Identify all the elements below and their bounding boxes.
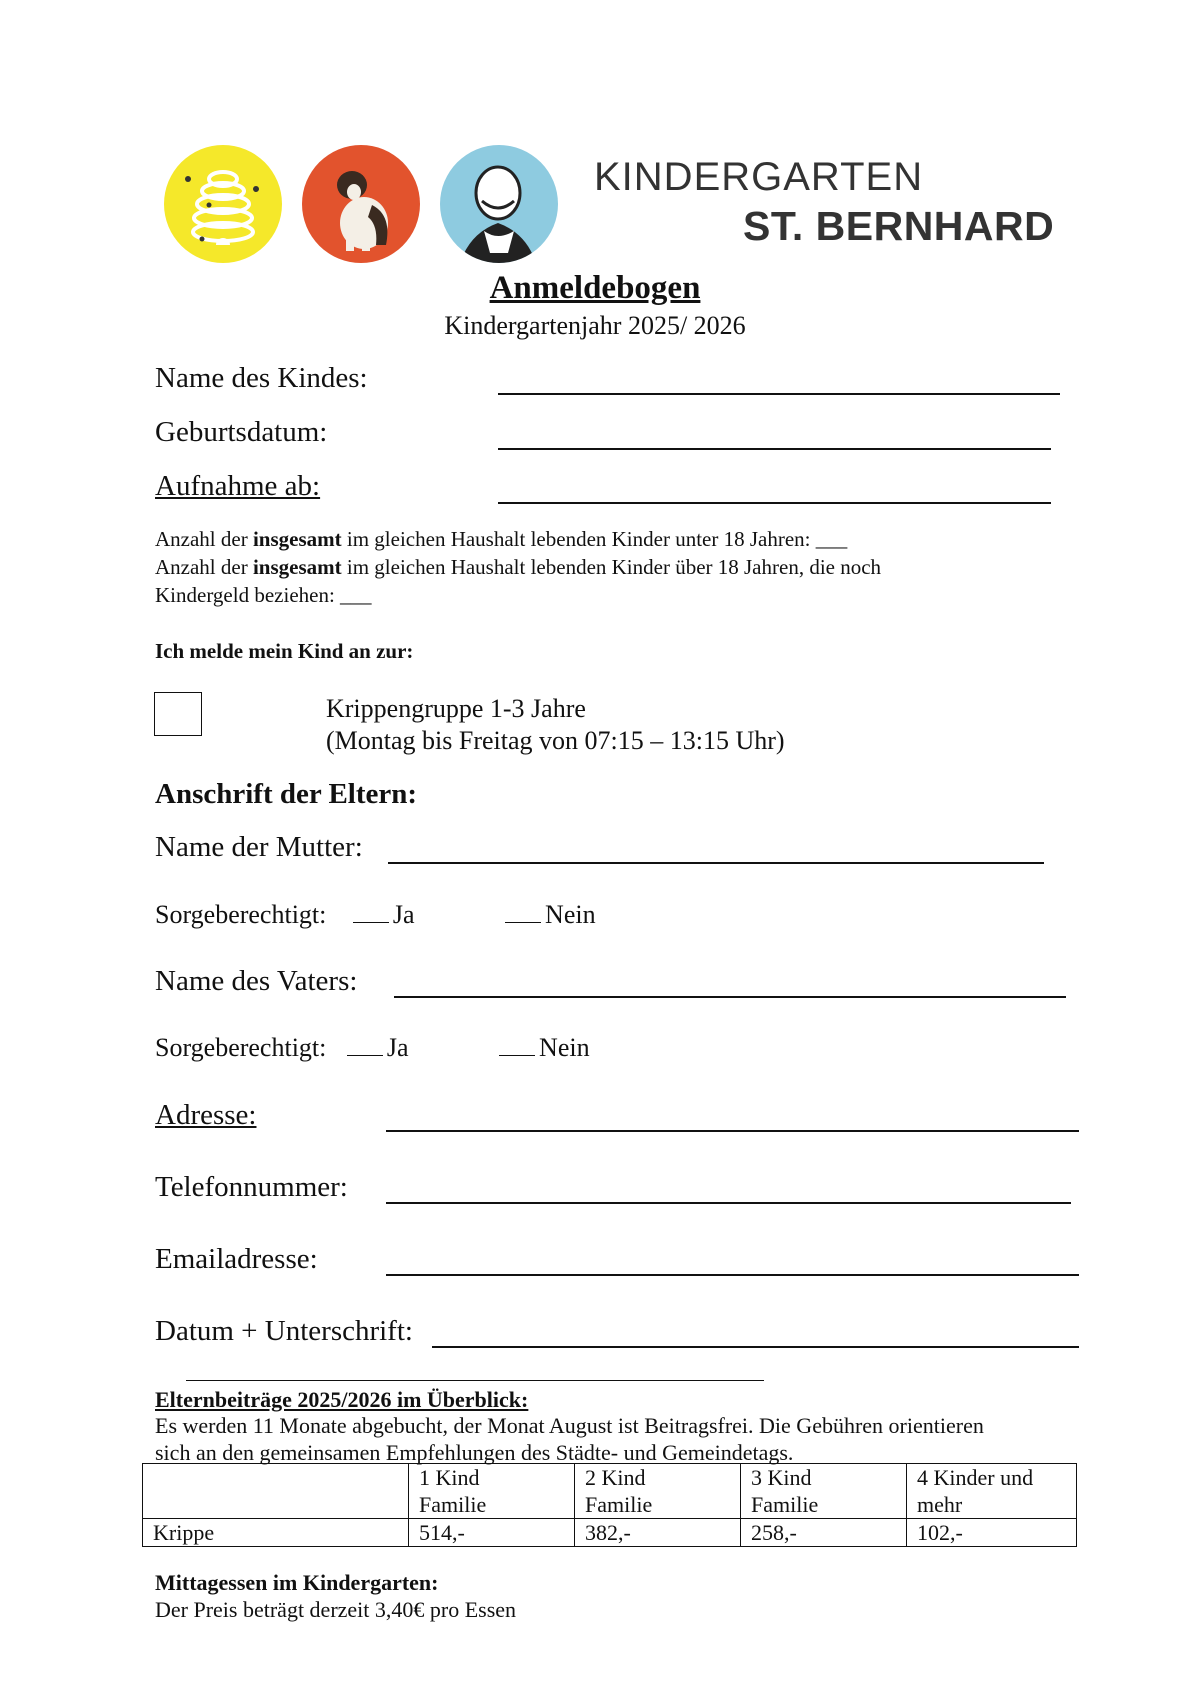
child-name-field[interactable] <box>498 393 1060 395</box>
table-cell: 514,- <box>409 1519 575 1547</box>
yes-label: Ja <box>392 900 415 929</box>
table-cell: Krippe <box>143 1519 409 1547</box>
form-subtitle: Kindergartenjahr 2025/ 2026 <box>444 311 746 340</box>
table-header-cell: 3 Kind Familie <box>741 1464 907 1519</box>
table-header-cell: 2 Kind Familie <box>575 1464 741 1519</box>
brand-line1: KINDERGARTEN <box>594 155 924 199</box>
custody-label: Sorgeberechtigt: <box>155 900 327 929</box>
table-cell: 258,- <box>741 1519 907 1547</box>
address-field[interactable] <box>386 1130 1079 1132</box>
dog-logo <box>302 145 420 263</box>
table-header-cell <box>143 1464 409 1519</box>
father-custody-no-field[interactable] <box>499 1054 535 1056</box>
fees-table <box>142 1463 1077 1547</box>
custody-label: Sorgeberechtigt: <box>155 1033 327 1062</box>
table-header-cell: 1 Kind Familie <box>409 1464 575 1519</box>
father-name-label: Name des Vaters: <box>155 965 358 997</box>
mother-name-label: Name der Mutter: <box>155 831 363 863</box>
fees-text-line2: sich an den gemeinsamen Empfehlungen des Städte- und Gemeindetags. <box>155 1440 794 1465</box>
table-header-cell: 4 Kinder und mehr <box>907 1464 1077 1519</box>
email-label: Emailadresse: <box>155 1243 318 1275</box>
father-custody-yes-field[interactable] <box>347 1054 383 1056</box>
birthdate-field[interactable] <box>498 448 1051 450</box>
form-title: Anmeldebogen <box>489 270 701 306</box>
admission-label: Aufnahme ab: <box>155 470 321 502</box>
table-cell: 382,- <box>575 1519 741 1547</box>
address-label: Adresse: <box>155 1099 257 1131</box>
count-under18-text: Anzahl der insgesamt im gleichen Haushalt lebenden Kinder unter 18 Jahren: ___ <box>155 527 848 551</box>
fees-text-line1: Es werden 11 Monate abgebucht, der Monat August ist Beitragsfrei. Die Gebühren orientieren <box>155 1413 984 1438</box>
table-cell: 102,- <box>907 1519 1077 1547</box>
parents-heading: Anschrift der Eltern: <box>155 778 418 810</box>
child-name-label: Name des Kindes: <box>155 362 368 394</box>
phone-label: Telefonnummer: <box>155 1171 348 1203</box>
lunch-text: Der Preis beträgt derzeit 3,40€ pro Essen <box>155 1597 517 1622</box>
admission-field[interactable] <box>498 502 1051 504</box>
email-field[interactable] <box>386 1274 1079 1276</box>
register-heading: Ich melde mein Kind an zur: <box>155 639 414 663</box>
krippe-checkbox[interactable] <box>154 692 202 736</box>
yes-label: Ja <box>386 1033 409 1062</box>
lunch-heading: Mittagessen im Kindergarten: <box>155 1570 439 1595</box>
mother-name-field[interactable] <box>388 862 1044 864</box>
birthdate-label: Geburtsdatum: <box>155 416 328 448</box>
saint-portrait-logo <box>440 145 558 263</box>
no-label: Nein <box>545 900 596 929</box>
mother-custody-row <box>155 900 596 930</box>
table-row <box>143 1519 1077 1547</box>
mother-custody-no-field[interactable] <box>505 921 541 923</box>
father-custody-row <box>155 1033 590 1063</box>
krippe-option-label: Krippengruppe 1-3 Jahre <box>326 694 586 723</box>
signature-label: Datum + Unterschrift: <box>155 1315 413 1347</box>
brand-line2: ST. BERNHARD <box>743 203 1055 249</box>
mother-custody-yes-field[interactable] <box>353 921 389 923</box>
signature-field[interactable] <box>432 1346 1079 1348</box>
krippe-option-hours: (Montag bis Freitag von 07:15 – 13:15 Uhr) <box>326 726 785 755</box>
count-over18-text: Anzahl der insgesamt im gleichen Haushalt lebenden Kinder über 18 Jahren, die noch <box>155 555 882 579</box>
fees-heading: Elternbeiträge 2025/2026 im Überblick: <box>155 1387 529 1412</box>
beehive-logo <box>164 145 282 263</box>
phone-field[interactable] <box>386 1202 1071 1204</box>
signature-separator <box>186 1380 764 1381</box>
table-header-row <box>143 1464 1077 1519</box>
count-over18-line2: Kindergeld beziehen: ___ <box>155 583 372 607</box>
father-name-field[interactable] <box>394 996 1066 998</box>
no-label: Nein <box>539 1033 590 1062</box>
